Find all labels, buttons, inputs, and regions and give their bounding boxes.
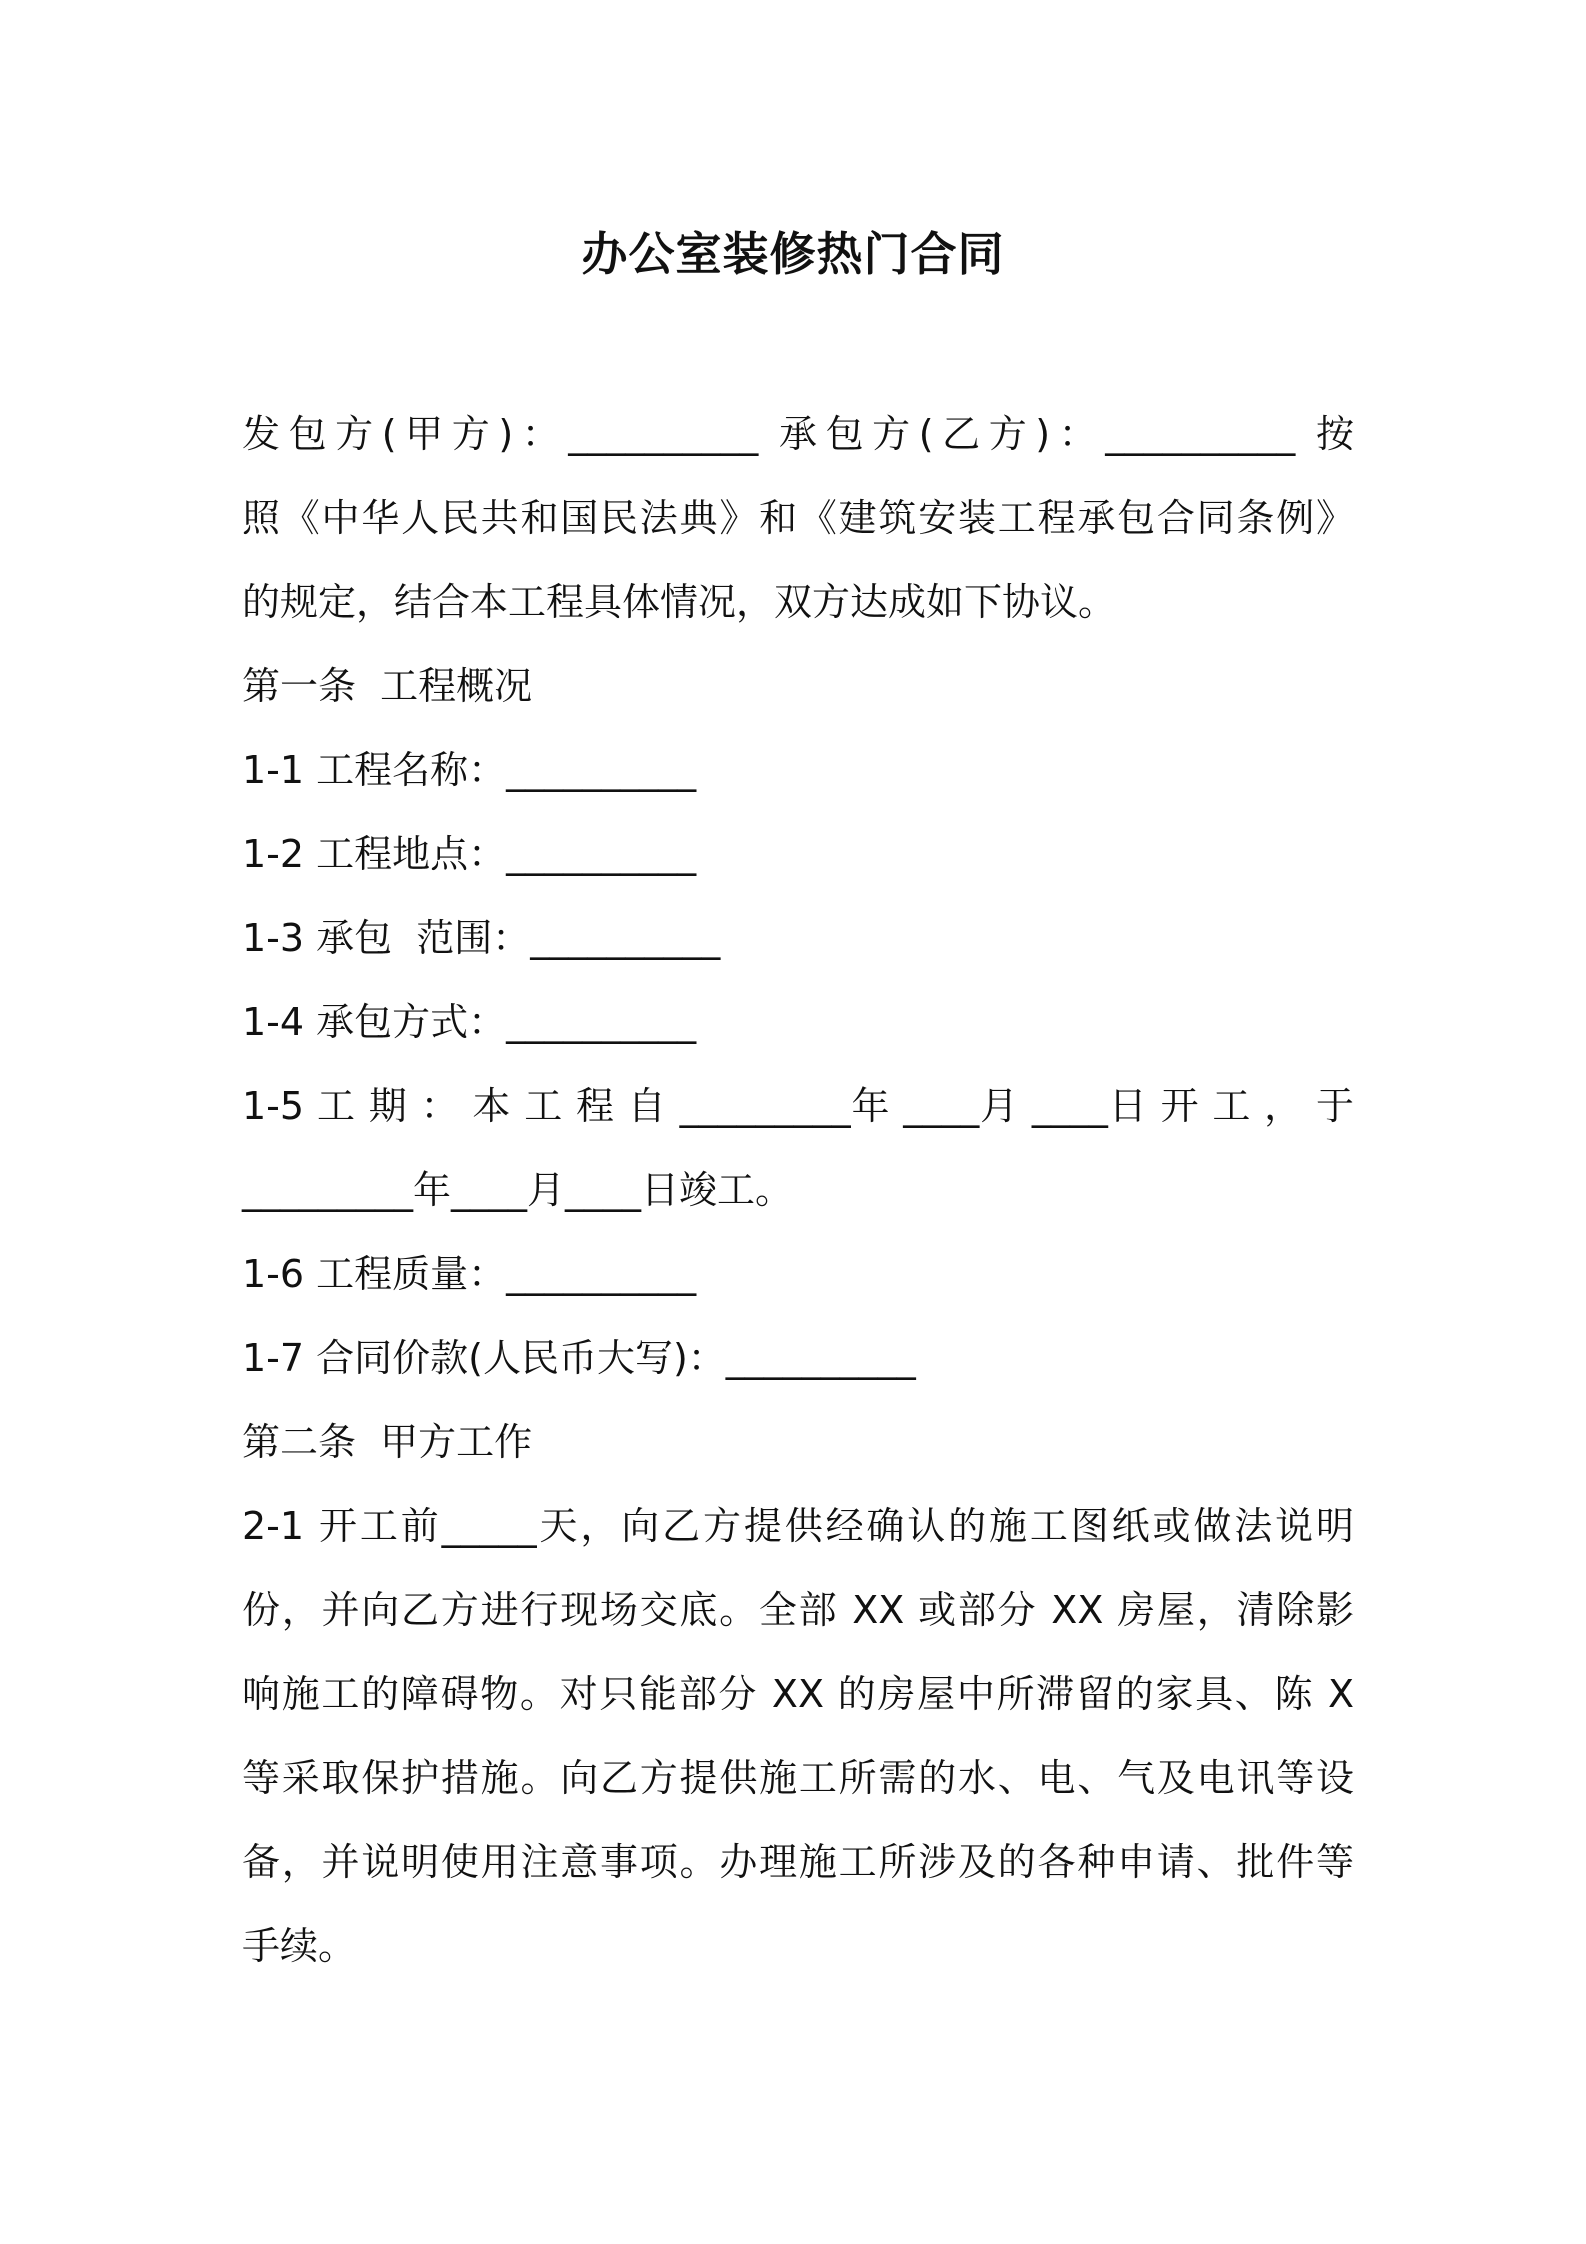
paragraph-text: 备，并说明使用注意事项。办理施工所涉及的各种申请、批件等	[242, 1840, 1354, 1884]
paragraph-text: 份，并向乙方进行现场交底。全部 XX 或部分 XX 房屋，清除影	[242, 1588, 1354, 1632]
clause-line: 1-4 承包方式：__________	[242, 1000, 697, 1044]
party-b-label: 承包方(乙方)：__________	[778, 412, 1296, 456]
paragraph-line: 手续。	[242, 1924, 357, 1968]
parties-line	[242, 408, 1354, 460]
paragraph-line	[242, 492, 1354, 544]
paragraph-text: 照《中华人民共和国民法典》和《建筑安装工程承包合同条例》	[242, 496, 1354, 540]
paragraph-start: 按	[1315, 412, 1354, 456]
paragraph-line: 的规定，结合本工程具体情况，双方达成如下协议。	[242, 580, 1117, 624]
paragraph-text: 2-1 开工前_____天，向乙方提供经确认的施工图纸或做法说明	[242, 1504, 1354, 1548]
party-a-label: 发包方(甲方)：__________	[242, 412, 759, 456]
clause-line	[242, 1080, 1354, 1132]
paragraph-text: 等采取保护措施。向乙方提供施工所需的水、电、气及电讯等设	[242, 1756, 1354, 1800]
document-title: 办公室装修热门合同	[581, 227, 1005, 281]
clause-text: 1-5 工 期 ： 本 工 程 自 _________年 ____月 ____日 开 工 ， 于	[242, 1084, 1354, 1128]
clause-line: _________年____月____日竣工。	[242, 1168, 794, 1212]
section-heading: 第二条 甲方工作	[242, 1420, 533, 1464]
paragraph-line	[242, 1584, 1354, 1636]
section-heading: 第一条 工程概况	[242, 664, 533, 708]
paragraph-line	[242, 1836, 1354, 1888]
paragraph-line	[242, 1752, 1354, 1804]
clause-line: 1-1 工程名称：__________	[242, 748, 697, 792]
clause-line: 1-3 承包 范围：__________	[242, 916, 721, 960]
paragraph-line	[242, 1500, 1354, 1552]
clause-line: 1-2 工程地点：__________	[242, 832, 697, 876]
paragraph-line	[242, 1668, 1354, 1720]
clause-line: 1-6 工程质量：__________	[242, 1252, 697, 1296]
clause-line: 1-7 合同价款(人民币大写)：__________	[242, 1336, 916, 1380]
paragraph-text: 响施工的障碍物。对只能部分 XX 的房屋中所滞留的家具、陈 X	[242, 1672, 1354, 1716]
